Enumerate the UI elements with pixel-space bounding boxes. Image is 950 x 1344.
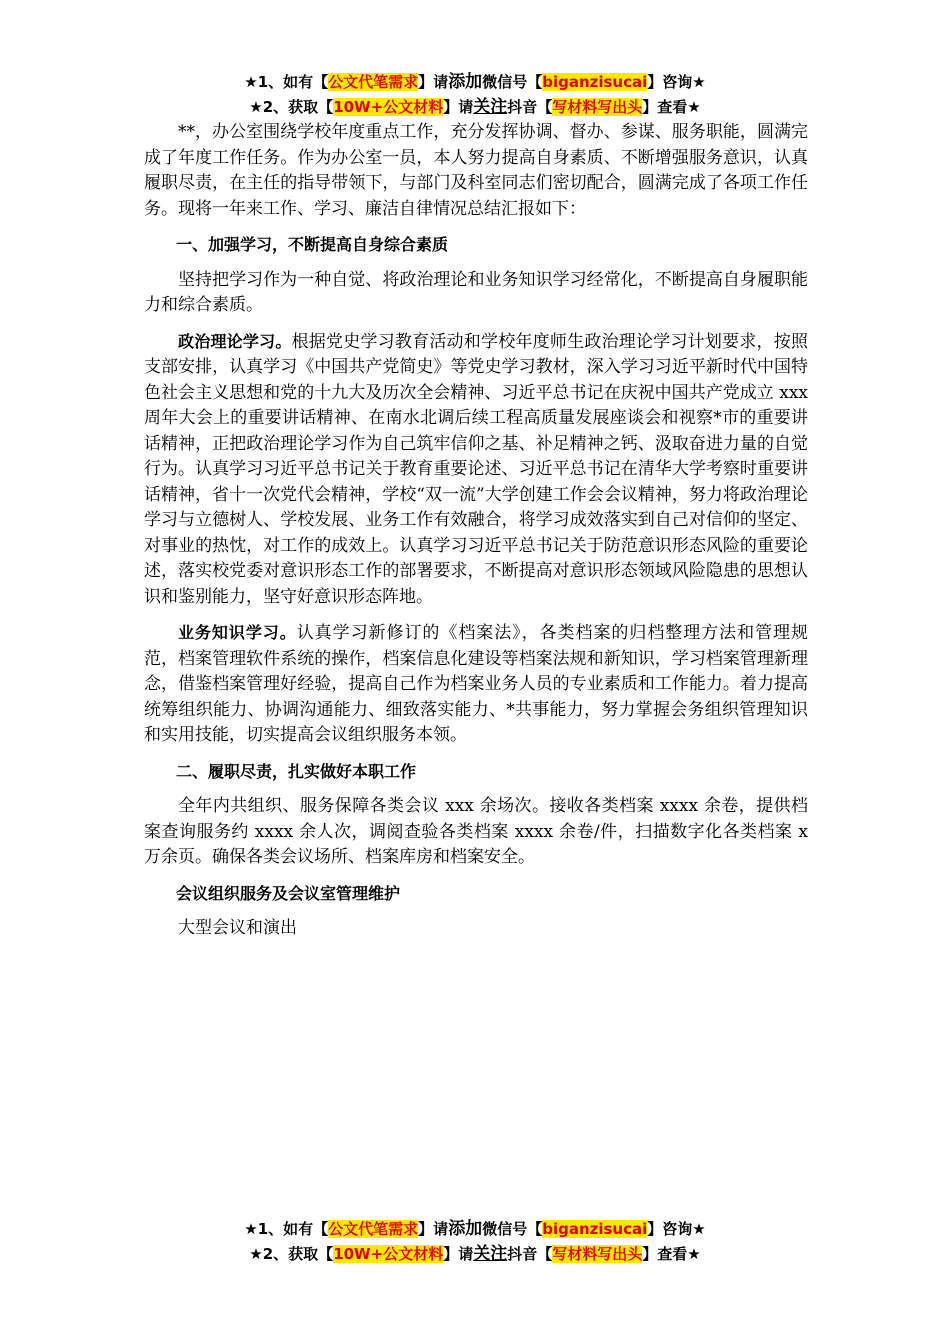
paragraph-business-study (144, 620, 808, 749)
banner-text: 】请 (443, 1245, 474, 1263)
banner-text: 】查看★ (642, 1245, 701, 1263)
paragraph-text: 根据党史学习教育活动和学校年度师生政治理论学习计划要求，按照支部安排，认真学习《中国共产党简史》等党史学习教材，深入学习习近平新时代中国特色社会主义思想和党的十九大及历次全会精神、习近平总书记在庆祝中国共产党成立 xxx 周年大会上的重要讲话精神、在南水北调后续工程高质量发展座谈会和视察*市的重要讲话精神，正把政治理论学习作为自己筑牢信仰之基、补足精神之钙、汲取奋进力量的自觉行为。认真学习习近平总书记关于教育重要论述、习近平总书记在清华大学考察时重要讲话精神，省十一次党代会精神，学校“双一流”大学创建工作会会议精神，努力将政治理论学习与立德树人、学校发展、业务工作有效融合，将学习成效落实到自己对信仰的坚定、对事业的热忱，对工作的成效上。认真学习习近平总书记关于防范意识形态风险的重要论述，落实校党委对意识形态工作的部署要求，不断提高对意识形态领域风险隐患的思想认识和鉴别能力，坚守好意识形态阵地。 (144, 331, 808, 607)
paragraph-political-study (144, 329, 808, 611)
banner-line-2 (0, 95, 950, 120)
banner-text: ★1、如有【 (244, 1220, 329, 1238)
paragraph: 全年内共组织、服务保障各类会议 xxx 余场次。接收各类档案 xxxx 余卷，提供档案查询服务约 xxxx 余人次，调阅查验各类档案 xxxx 余卷/件，扫描数字化各类档案 x 万余页。确保各类会议场所、档案库房和档案安全。 (144, 796, 808, 867)
banner-text: 】请 (418, 73, 449, 91)
emphasis-text: 关注 (473, 1244, 508, 1264)
banner-text: 微信号【 (482, 73, 543, 91)
banner-line-2 (0, 1242, 950, 1267)
paragraph-lead: 业务知识学习。 (178, 623, 297, 642)
banner-text: 微信号【 (482, 1220, 543, 1238)
banner-text: 】请 (443, 98, 474, 116)
section-heading-2: 二、履职尽责，扎实做好本职工作 (176, 761, 417, 781)
paragraph-lead: 政治理论学习。 (178, 331, 292, 351)
banner-text: ★2、获取【 (249, 98, 334, 116)
banner-text: 】咨询★ (647, 73, 706, 91)
highlight-materials: 10W+公文材料 (333, 1245, 444, 1263)
section-heading-1: 一、加强学习，不断提高自身综合素质 (176, 235, 449, 254)
banner-text: ★2、获取【 (249, 1245, 334, 1263)
paragraph: 大型会议和演出 (178, 918, 297, 938)
highlight-service: 公文代笔需求 (328, 73, 419, 91)
header-banner (0, 70, 950, 120)
highlight-wechat-id: biganzisucai (542, 1220, 648, 1238)
highlight-materials: 10W+公文材料 (333, 98, 444, 116)
banner-line-1 (0, 1217, 950, 1242)
banner-text: 抖音【 (507, 1245, 553, 1263)
banner-text: 抖音【 (507, 98, 553, 116)
highlight-wechat-id: biganzisucai (542, 73, 648, 91)
paragraph-text: 认真学习新修订的《档案法》，各类档案的归档整理方法和管理规范，档案管理软件系统的操作，档案信息化建设等档案法规和新知识，学习档案管理新理念，借鉴档案管理好经验，提高自己作为档案业务人员的专业素质和工作能力。着力提高统筹组织能力、协调沟通能力、细致落实能力、*共事能力，努力掌握会务组织管理知识和实用技能，切实提高会议组织服务本领。 (144, 623, 808, 745)
banner-text: 】咨询★ (647, 1220, 706, 1238)
banner-text: ★1、如有【 (244, 73, 329, 91)
subsection-heading: 会议组织服务及会议室管理维护 (176, 883, 401, 903)
banner-text: 】请 (418, 1220, 449, 1238)
emphasis-text: 添加 (448, 72, 483, 92)
highlight-douyin-id: 写材料写出头 (552, 98, 643, 116)
footer-banner (0, 1217, 950, 1267)
banner-line-1 (0, 70, 950, 95)
emphasis-text: 添加 (448, 1219, 483, 1239)
document-body (144, 120, 808, 952)
highlight-service: 公文代笔需求 (328, 1220, 419, 1238)
highlight-douyin-id: 写材料写出头 (552, 1245, 643, 1263)
banner-text: 】查看★ (642, 98, 701, 116)
emphasis-text: 关注 (473, 97, 508, 117)
intro-paragraph: **，办公室围绕学校年度重点工作，充分发挥协调、督办、参谋、服务职能，圆满完成了年度工作任务。作为办公室一员，本人努力提高自身素质、不断增强服务意识，认真履职尽责，在主任的指导带领下，与部门及科室同志们密切配合，圆满完成了各项工作任务。现将一年来工作、学习、廉洁自律情况总结汇报如下： (144, 122, 808, 219)
paragraph: 坚持把学习作为一种自觉、将政治理论和业务知识学习经常化，不断提高自身履职能力和综合素质。 (144, 269, 808, 315)
